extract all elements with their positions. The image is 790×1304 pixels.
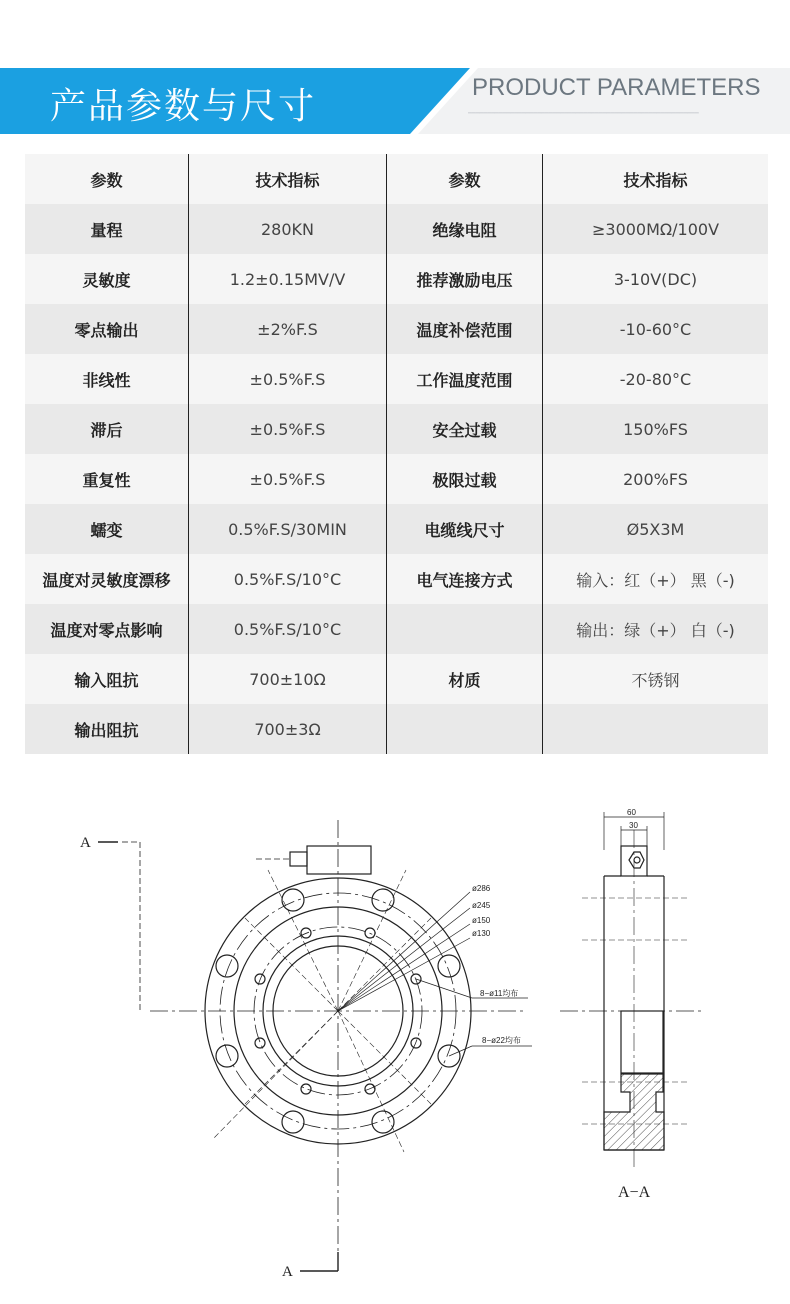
table-row <box>25 704 768 754</box>
section-marker-bottom: A <box>282 1264 293 1280</box>
dim-width-60: 60 <box>627 808 636 817</box>
param-name-cell: 材质 <box>387 654 543 704</box>
page-title-en: PRODUCT PARAMETERS <box>472 74 761 101</box>
table-row <box>25 654 768 704</box>
param-value-cell: 700±10Ω <box>189 654 387 704</box>
param-value-cell: 150%FS <box>543 404 769 454</box>
table-row <box>25 354 768 404</box>
connector-body <box>307 846 371 874</box>
dim-label-286: ø286 <box>472 884 491 893</box>
param-name-cell: 量程 <box>25 204 189 254</box>
param-value-cell: ±0.5%F.S <box>189 404 387 454</box>
connector-nut <box>290 852 307 866</box>
small-hole-label: 8−ø11均布 <box>480 989 519 998</box>
param-value-cell: 3-10V(DC) <box>543 254 769 304</box>
param-value-cell: 280KN <box>189 204 387 254</box>
table-row <box>25 204 768 254</box>
param-value-cell: 不锈钢 <box>543 654 769 704</box>
large-hole-label: 8−ø22均布 <box>482 1036 521 1045</box>
header-cell: 技术指标 <box>189 154 387 204</box>
table-row <box>25 554 768 604</box>
param-value-cell: 0.5%F.S/30MIN <box>189 504 387 554</box>
page-title: 产品参数与尺寸 <box>50 86 317 127</box>
banner-decoration-text: ▁▁▁▁▁▁▁▁▁▁▁▁▁▁▁▁▁▁▁▁▁▁▁▁▁▁▁▁▁▁▁▁▁▁▁▁▁▁▁▁▁▁▁▁▁▁▁▁▁▁▁▁▁▁▁▁▁▁▁▁ <box>468 108 699 114</box>
param-name-cell: 温度对灵敏度漂移 <box>25 554 189 604</box>
param-value-cell: ±0.5%F.S <box>189 354 387 404</box>
param-name-cell: 工作温度范围 <box>387 354 543 404</box>
param-value-cell: 0.5%F.S/10°C <box>189 554 387 604</box>
param-name-cell: 零点输出 <box>25 304 189 354</box>
param-name-cell: 蠕变 <box>25 504 189 554</box>
table-row <box>25 304 768 354</box>
param-name-cell <box>387 704 543 754</box>
param-value-cell: ±2%F.S <box>189 304 387 354</box>
dim-label-150: ø150 <box>472 916 491 925</box>
section-label: A−A <box>618 1184 651 1201</box>
dim-label-245: ø245 <box>472 901 491 910</box>
dim-width-30: 30 <box>629 821 638 830</box>
param-value-cell: 700±3Ω <box>189 704 387 754</box>
param-name-cell: 灵敏度 <box>25 254 189 304</box>
table-row <box>25 604 768 654</box>
param-value-cell: Ø5X3M <box>543 504 769 554</box>
param-name-cell: 滞后 <box>25 404 189 454</box>
param-value-cell <box>543 704 769 754</box>
param-value-cell: -10-60°C <box>543 304 769 354</box>
param-name-cell: 电缆线尺寸 <box>387 504 543 554</box>
param-name-cell: 重复性 <box>25 454 189 504</box>
param-value-cell: 输出：绿（+） 白（-) <box>543 604 769 654</box>
table-header-row <box>25 154 768 204</box>
param-name-cell: 温度补偿范围 <box>387 304 543 354</box>
param-name-cell: 电气连接方式 <box>387 554 543 604</box>
table-row <box>25 454 768 504</box>
front-view <box>98 820 532 1271</box>
dim-label-130: ø130 <box>472 929 491 938</box>
table-row <box>25 404 768 454</box>
param-value-cell: 1.2±0.15MV/V <box>189 254 387 304</box>
param-value-cell: 200%FS <box>543 454 769 504</box>
param-name-cell: 绝缘电阻 <box>387 204 543 254</box>
param-value-cell: 输入：红（+） 黑（-) <box>543 554 769 604</box>
param-name-cell: 推荐激励电压 <box>387 254 543 304</box>
param-name-cell: 输出阻抗 <box>25 704 189 754</box>
header-cell: 参数 <box>25 154 189 204</box>
side-view <box>560 812 705 1170</box>
header-banner <box>0 68 790 134</box>
param-name-cell: 非线性 <box>25 354 189 404</box>
header-cell: 参数 <box>387 154 543 204</box>
param-name-cell: 安全过载 <box>387 404 543 454</box>
param-value-cell: 0.5%F.S/10°C <box>189 604 387 654</box>
table-row <box>25 504 768 554</box>
param-value-cell: -20-80°C <box>543 354 769 404</box>
front-view-labels <box>80 835 521 1280</box>
param-value-cell: ±0.5%F.S <box>189 454 387 504</box>
spec-table <box>25 154 768 754</box>
param-value-cell: ≥3000MΩ/100V <box>543 204 769 254</box>
header-cell: 技术指标 <box>543 154 769 204</box>
param-name-cell <box>387 604 543 654</box>
param-name-cell: 极限过载 <box>387 454 543 504</box>
dimension-drawing <box>0 790 790 1304</box>
param-name-cell: 输入阻抗 <box>25 654 189 704</box>
table-row <box>25 254 768 304</box>
param-name-cell: 温度对零点影响 <box>25 604 189 654</box>
section-marker-top: A <box>80 835 91 851</box>
